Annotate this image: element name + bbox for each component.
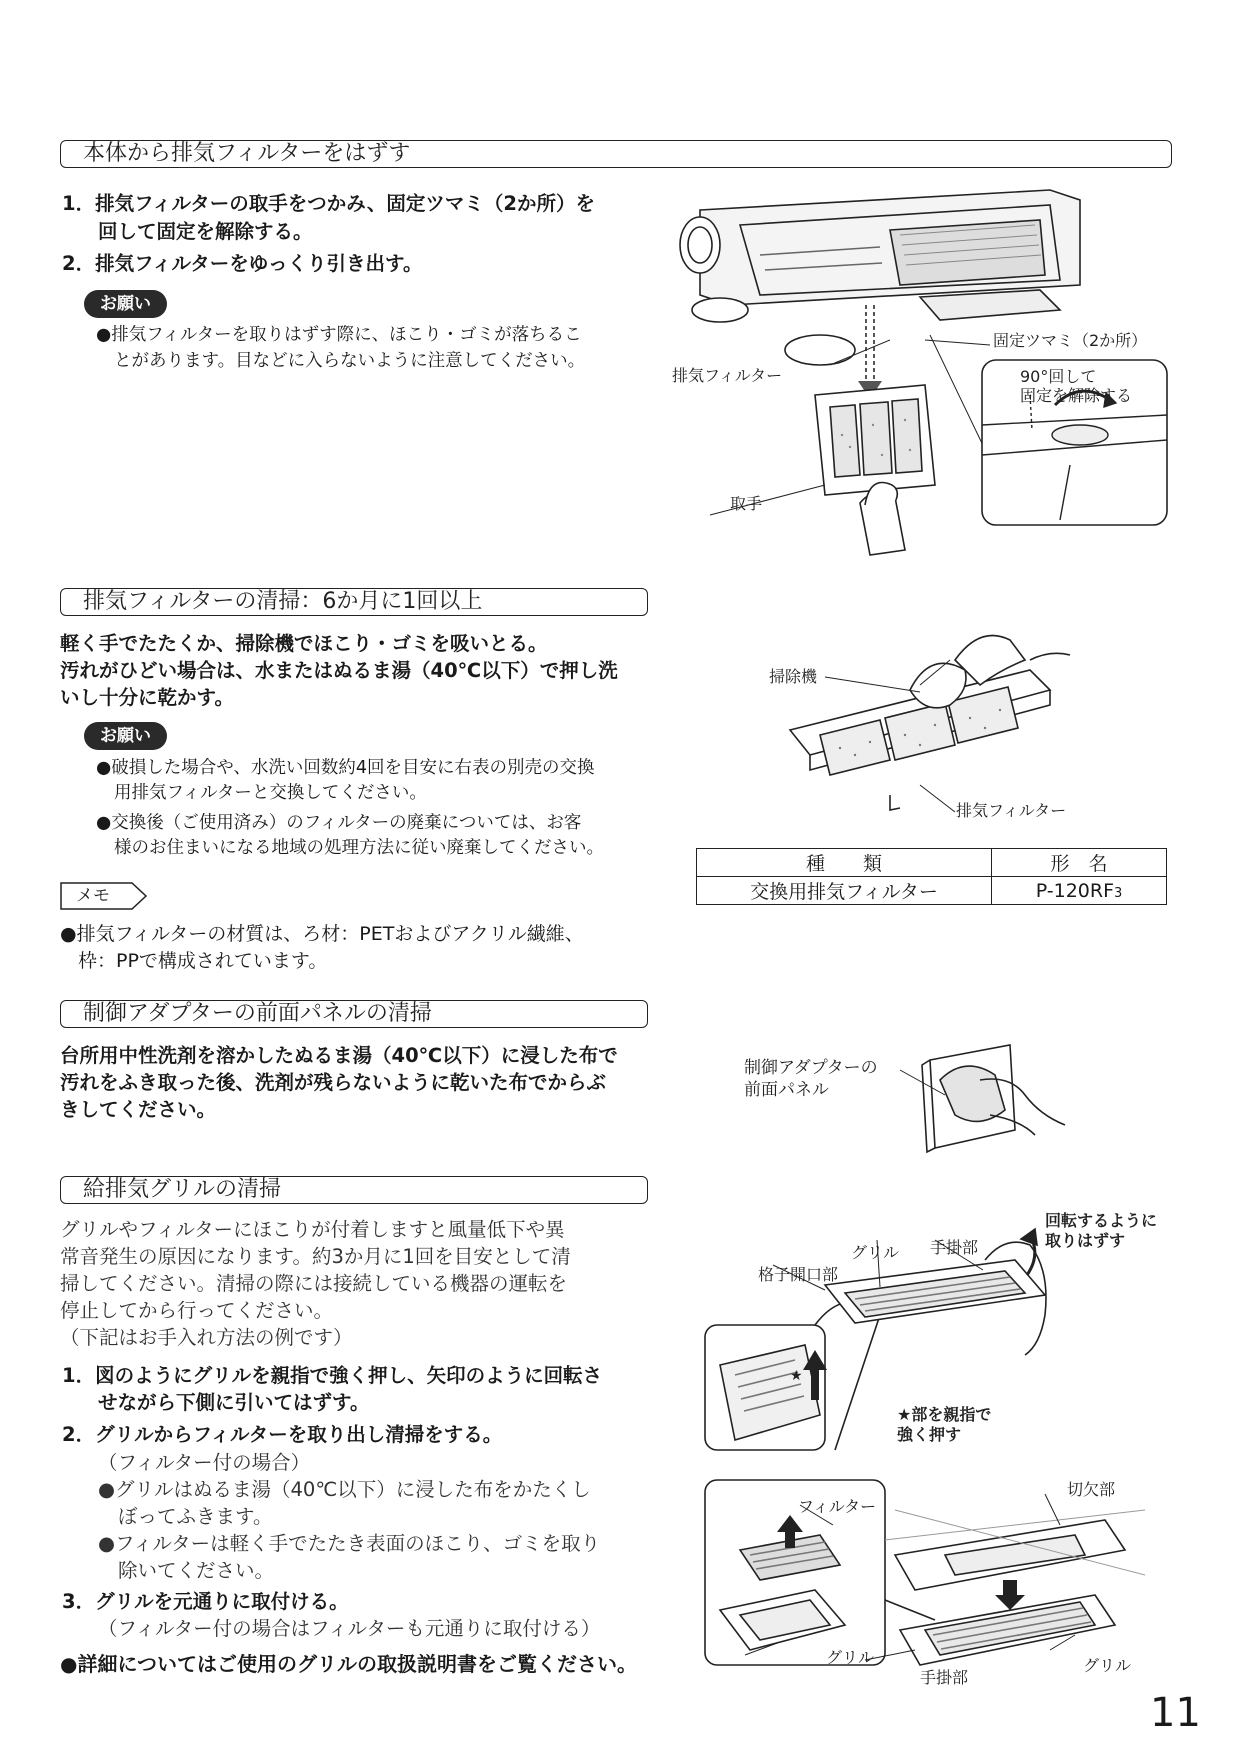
fig2-label-vacuum: 掃除機 (769, 667, 818, 686)
fig1-label-knob: 固定ツマミ（2か所） (993, 331, 1148, 350)
fig1-label-handle: 取手 (730, 494, 763, 513)
s2-para-line1: 軽く手でたたくか、掃除機でほこり・ゴミを吸いとる。 (60, 632, 548, 655)
s1-step1-line2: 回して固定を解除する。 (98, 220, 313, 243)
parts-table-row (697, 877, 1167, 905)
s4-step2-sub: （フィルター付の場合） (98, 1451, 311, 1474)
fig1-label-filter: 排気フィルター (672, 366, 783, 385)
fig5-label-grip: 手掛部 (920, 1668, 969, 1687)
fig4-label-rotate-1: 回転するように (1045, 1211, 1158, 1230)
s1-step2: 2．排気フィルターをゆっくり引き出す。 (62, 252, 423, 275)
fig3-label-line2: 前面パネル (744, 1080, 829, 1100)
parts-row-model: P-120RF (1035, 879, 1114, 902)
s2-para-line3: いし十分に乾かす。 (60, 686, 234, 709)
parts-table-header-row (697, 849, 1167, 877)
s3-para-line3: きしてください。 (60, 1098, 217, 1121)
s4-para-line2: 常音発生の原因になります。約3か月に1回を目安として清 (60, 1245, 571, 1268)
s3-para-line1: 台所用中性洗剤を溶かしたぬるま湯（40℃以下）に浸した布で (60, 1044, 618, 1067)
fig3-label-line1: 制御アダプターの (744, 1058, 878, 1078)
memo-line1: ●排気フィルターの材質は、ろ材：PETおよびアクリル繊維、 (60, 923, 584, 945)
s4-para-line4: 停止してから行ってください。 (60, 1299, 334, 1322)
fig4-label-rotate-2: 取りはずす (1045, 1231, 1126, 1250)
s2-note1-line1: ●破損した場合や、水洗い回数約4回を目安に右表の別売の交換 (96, 758, 595, 778)
s4-footer-note: ●詳細についてはご使用のグリルの取扱説明書をご覧ください。 (60, 1652, 638, 1676)
s4-step1-line1: 1．図のようにグリルを親指で強く押し、矢印のように回転さ (62, 1364, 603, 1387)
s4-step3: 3．グリルを元通りに取付ける。 (62, 1590, 349, 1613)
fig1-label-rotate-2: 固定を解除する (1020, 386, 1133, 405)
fig4-label-grip: 手掛部 (930, 1238, 979, 1257)
memo-line2: 枠：PPで構成されています。 (78, 950, 328, 972)
section-title-remove-filter: 本体から排気フィルターをはずす (60, 140, 1172, 168)
svg-text:★: ★ (790, 1368, 803, 1384)
s4-step3-sub: （フィルター付の場合はフィルターも元通りに取付ける） (98, 1617, 601, 1640)
parts-header-type: 種 類 (697, 849, 992, 877)
grill-filter-illustration (705, 1480, 1145, 1680)
parts-header-model: 形 名 (992, 849, 1167, 877)
s2-note2-line2: 様のお住まいになる地域の処理方法に従い廃棄してください。 (114, 838, 604, 858)
s3-para-line2: 汚れをふき取った後、洗剤が残らないように乾いた布でからぶ (60, 1071, 607, 1094)
s4-step2-bullet2-line1: ●フィルターは軽く手でたたき表面のほこり、ゴミを取り (98, 1532, 601, 1555)
s1-note-line2: とがあります。目などに入らないように注意してください。 (114, 351, 586, 371)
s4-step2-bullet1-line2: ぼってふきます。 (118, 1505, 273, 1528)
parts-row-model-cell (992, 877, 1167, 905)
fig5-label-filter: フィルター (798, 1497, 877, 1516)
s1-caution-badge: お願い (84, 290, 167, 318)
s4-step1-line2: せながら下側に引いてはずす。 (98, 1391, 370, 1414)
section-title-adapter-panel: 制御アダプターの前面パネルの清掃 (60, 1000, 648, 1028)
s4-para-line3: 掃してください。清掃の際には接続している機器の運転を (60, 1272, 568, 1295)
fig1-label-rotate-1: 90°回して (1020, 367, 1097, 386)
parts-row-type: 交換用排気フィルター (697, 877, 992, 905)
fig5-label-grill-left: グリル (826, 1648, 875, 1667)
section-title-filter-cleaning: 排気フィルターの清掃：6か月に1回以上 (60, 588, 648, 616)
s4-step2-bullet1-line1: ●グリルはぬるま湯（40℃以下）に浸した布をかたくし (98, 1478, 591, 1501)
s4-step2: 2．グリルからフィルターを取り出し清掃をする。 (62, 1423, 503, 1446)
s2-note1-line2: 用排気フィルターと交換してください。 (114, 783, 427, 803)
s4-step2-bullet2-line2: 除いてください。 (118, 1559, 275, 1582)
s2-note2-line1: ●交換後（ご使用済み）のフィルターの廃棄については、お客 (96, 813, 582, 833)
fig4-label-lattice: 格子開口部 (758, 1265, 839, 1284)
s2-caution-badge: お願い (84, 722, 167, 750)
vacuum-cleaning-illustration (780, 630, 1070, 820)
fig2-label-filter: 排気フィルター (956, 801, 1067, 820)
s4-para-line1: グリルやフィルターにほこりが付着しますと風量低下や異 (60, 1218, 565, 1241)
panel-wiping-illustration (900, 1040, 1070, 1160)
fig4-label-press-2: 強く押す (897, 1425, 962, 1444)
s2-para-line2: 汚れがひどい場合は、水またはぬるま湯（40℃以下）で押し洗 (60, 659, 618, 682)
page-number: 11 (1150, 1690, 1201, 1736)
parts-row-model-sub: 3 (1114, 885, 1123, 901)
fig5-label-notch: 切欠部 (1067, 1480, 1116, 1499)
fig5-label-grill-right: グリル (1083, 1656, 1132, 1675)
s4-para-line5: （下記はお手入れ方法の例です） (60, 1326, 353, 1349)
fig4-label-grill: グリル (851, 1243, 900, 1262)
s1-step1-line1: 1．排気フィルターの取手をつかみ、固定ツマミ（2か所）を (62, 192, 595, 215)
s1-note-line1: ●排気フィルターを取りはずす際に、ほこり・ゴミが落ちるこ (96, 325, 582, 345)
fig4-label-press-1: ★部を親指で (897, 1405, 992, 1424)
section-title-grill-cleaning: 給排気グリルの清掃 (60, 1176, 648, 1204)
memo-label: メモ (76, 886, 110, 906)
replacement-parts-table (696, 848, 1167, 905)
